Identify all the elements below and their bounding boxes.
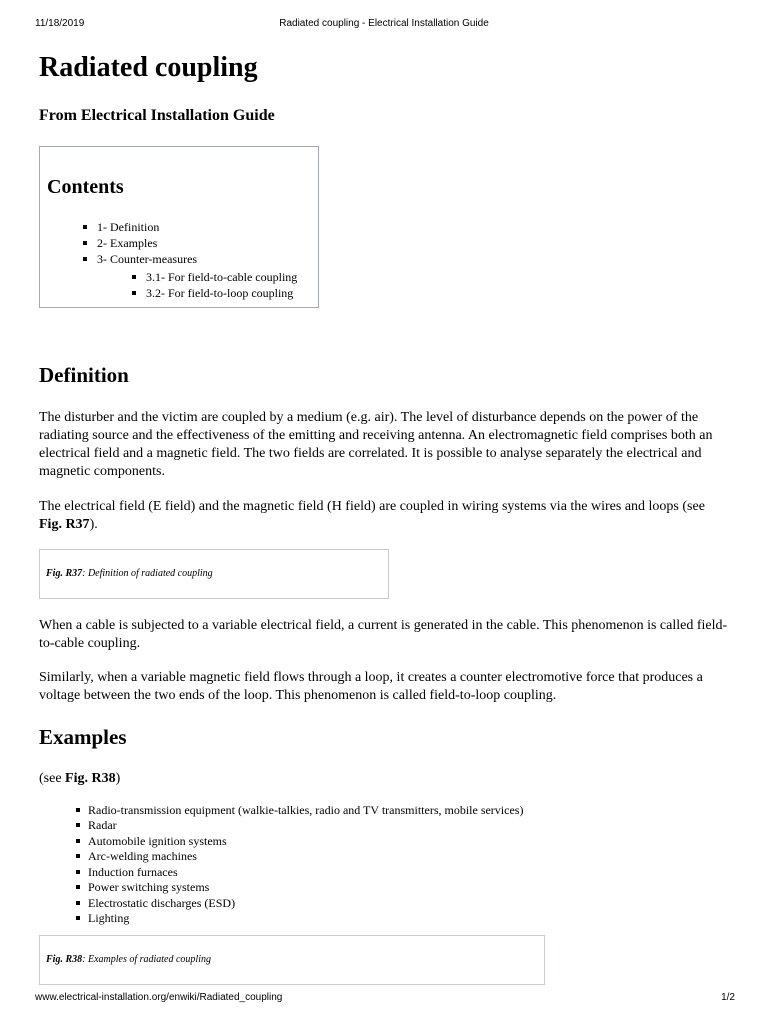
paragraph-text: ) <box>115 771 121 786</box>
list-item-text: Radar <box>88 818 117 832</box>
toc-item-label: 1- Definition <box>97 220 160 234</box>
examples-intro <box>39 770 731 788</box>
toc-item-label: 2- Examples <box>97 236 158 250</box>
bullet-icon <box>76 823 80 827</box>
bullet-icon <box>76 901 80 905</box>
list-item-text: Power switching systems <box>88 880 210 894</box>
paragraph-text: ). <box>89 517 98 532</box>
print-url[interactable]: www.electrical-installation.org/enwiki/Radiated_coupling <box>35 992 283 1003</box>
list-item <box>88 896 235 911</box>
definition-paragraph-2 <box>39 498 731 534</box>
list-item <box>88 818 117 833</box>
page-title: Radiated coupling <box>39 52 258 83</box>
bullet-icon <box>83 257 87 261</box>
page-subtitle: From Electrical Installation Guide <box>39 107 275 124</box>
list-item-text: Electrostatic discharges (ESD) <box>88 896 236 910</box>
list-item <box>88 911 129 926</box>
toc-item-field-to-cable[interactable] <box>146 269 297 285</box>
heading-examples: Examples <box>39 725 127 749</box>
print-page-number: 1/2 <box>721 992 735 1003</box>
figure-label: Fig. R38 <box>46 954 83 965</box>
list-item-text: Arc-welding machines <box>88 849 197 863</box>
bullet-icon <box>76 808 80 812</box>
fig-r37-link[interactable]: Fig. R37 <box>39 517 90 532</box>
figure-label: Fig. R37 <box>46 568 83 579</box>
list-item <box>88 880 209 895</box>
list-item <box>88 803 523 818</box>
bullet-icon <box>132 291 136 295</box>
bullet-icon <box>76 916 80 920</box>
bullet-icon <box>76 839 80 843</box>
bullet-icon <box>132 275 136 279</box>
bullet-icon <box>76 885 80 889</box>
toc-item-counter-measures[interactable] <box>97 251 197 267</box>
print-doc-title: Radiated coupling - Electrical Installation Guide <box>279 18 489 29</box>
list-item <box>88 849 197 864</box>
figure-r37-caption <box>46 568 213 579</box>
bullet-icon <box>83 225 87 229</box>
fig-r38-link[interactable]: Fig. R38 <box>65 771 116 786</box>
toc-item-label: 3.1- For field-to-cable coupling <box>146 270 298 284</box>
bullet-icon <box>83 241 87 245</box>
definition-paragraph-1: The disturber and the victim are coupled by a medium (e.g. air). The level of disturbance depends on the power of the radiating source and the effectiveness of the emitting and receiving antenna. An electromagnetic field comprises both an electrical field and a magnetic field. The two fields are correlated. It is possible to analyse separately the electrical and magnetic components. <box>39 410 713 479</box>
toc-title: Contents <box>47 176 124 198</box>
figure-caption-text: : Examples of radiated coupling <box>82 954 211 965</box>
list-item-text: Induction furnaces <box>88 865 178 879</box>
figure-r38-caption <box>46 954 211 965</box>
list-item <box>88 865 178 880</box>
bullet-icon <box>76 870 80 874</box>
list-item <box>88 834 227 849</box>
figure-caption-text: : Definition of radiated coupling <box>82 568 213 579</box>
definition-paragraph-3: When a cable is subjected to a variable electrical field, a current is generated in the cable. This phenomenon is called field-to-cable coupling. <box>39 618 728 651</box>
list-item-text: Radio-transmission equipment (walkie-talkies, radio and TV transmitters, mobile services) <box>88 803 524 817</box>
paragraph-text: (see <box>39 771 66 786</box>
toc-item-definition[interactable] <box>97 219 159 235</box>
print-date: 11/18/2019 <box>35 18 85 29</box>
definition-paragraph-4: Similarly, when a variable magnetic field flows through a loop, it creates a counter electromotive force that produces a voltage between the two ends of the loop. This phenomenon is called field-to-loop coupling. <box>39 670 703 703</box>
toc-item-label: 3- Counter-measures <box>97 252 198 266</box>
list-item-text: Automobile ignition systems <box>88 834 227 848</box>
bullet-icon <box>76 854 80 858</box>
paragraph-text: The electrical field (E field) and the magnetic field (H field) are coupled in wiring systems via the wires and loops (see <box>39 499 705 514</box>
heading-definition: Definition <box>39 363 129 387</box>
toc-item-field-to-loop[interactable] <box>146 285 293 301</box>
toc-item-examples[interactable] <box>97 235 157 251</box>
list-item-text: Lighting <box>88 911 130 925</box>
toc-item-label: 3.2- For field-to-loop coupling <box>146 286 294 300</box>
